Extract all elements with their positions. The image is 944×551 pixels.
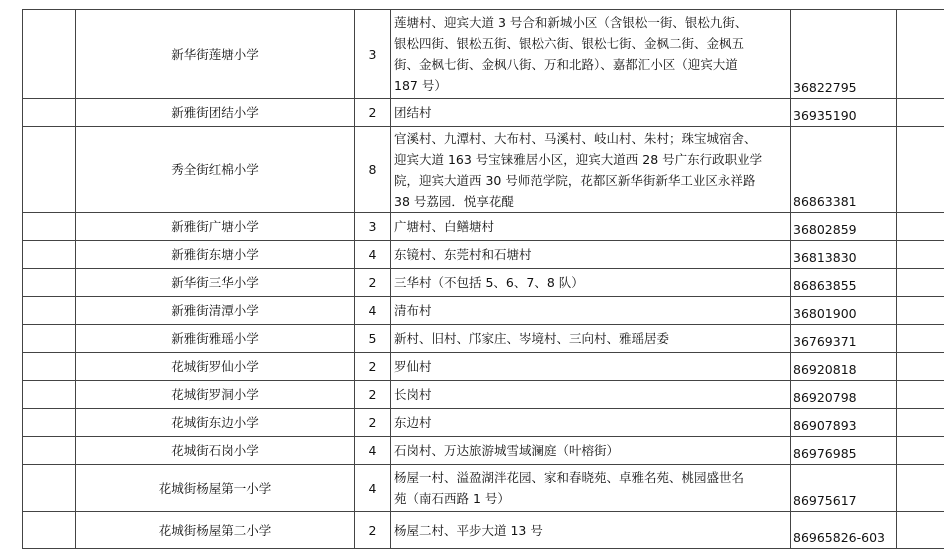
table-row (23, 10, 944, 99)
school-name-cell: 新雅街团结小学 (76, 99, 355, 127)
school-district-table (22, 9, 944, 549)
class-count-cell: 2 (355, 381, 391, 409)
phone-cell: 86965826-603 (791, 512, 897, 549)
note-cell (897, 512, 944, 549)
phone-cell: 86863855 (791, 269, 897, 297)
class-count-cell: 3 (355, 213, 391, 241)
enrollment-area-cell: 莲塘村、迎宾大道 3 号合和新城小区（含银松一街、银松九街、 银松四街、银松五街、银松六街、银松七街、金枫二街、金枫五 街、金枫七街、金枫八街、万和北路）、嘉都汇小区（迎宾大道 187 号） (391, 10, 791, 99)
table-row (23, 99, 944, 127)
class-count-cell: 8 (355, 127, 391, 213)
school-name-cell: 花城街罗洞小学 (76, 381, 355, 409)
school-name-cell: 新雅街雅瑶小学 (76, 325, 355, 353)
table-row (23, 297, 944, 325)
class-count-cell: 4 (355, 241, 391, 269)
class-count-cell: 2 (355, 409, 391, 437)
table-row (23, 353, 944, 381)
phone-cell: 86863381 (791, 127, 897, 213)
table-row (23, 437, 944, 465)
class-count-cell: 3 (355, 10, 391, 99)
school-name-cell: 花城街东边小学 (76, 409, 355, 437)
table-row (23, 465, 944, 512)
blank-cell (23, 10, 76, 99)
phone-cell: 86920818 (791, 353, 897, 381)
note-cell (897, 99, 944, 127)
phone-cell: 86920798 (791, 381, 897, 409)
table-row (23, 325, 944, 353)
phone-cell: 86975617 (791, 465, 897, 512)
class-count-cell: 2 (355, 99, 391, 127)
note-cell (897, 437, 944, 465)
class-count-cell: 4 (355, 437, 391, 465)
enrollment-area-cell: 石岗村、万达旅游城雪域澜庭（叶榕街） (391, 437, 791, 465)
phone-cell: 36813830 (791, 241, 897, 269)
note-cell (897, 297, 944, 325)
phone-cell: 36801900 (791, 297, 897, 325)
note-cell (897, 10, 944, 99)
note-cell (897, 409, 944, 437)
phone-cell: 36935190 (791, 99, 897, 127)
class-count-cell: 5 (355, 325, 391, 353)
table-row (23, 512, 944, 549)
class-count-cell: 2 (355, 269, 391, 297)
enrollment-area-cell: 东镜村、东莞村和石塘村 (391, 241, 791, 269)
table-body (23, 10, 944, 549)
blank-cell (23, 99, 76, 127)
table-row (23, 269, 944, 297)
enrollment-area-cell: 团结村 (391, 99, 791, 127)
school-name-cell: 花城街杨屋第一小学 (76, 465, 355, 512)
school-name-cell: 花城街杨屋第二小学 (76, 512, 355, 549)
blank-cell (23, 213, 76, 241)
note-cell (897, 465, 944, 512)
blank-cell (23, 381, 76, 409)
school-name-cell: 新华街莲塘小学 (76, 10, 355, 99)
blank-cell (23, 297, 76, 325)
school-name-cell: 新雅街清潭小学 (76, 297, 355, 325)
class-count-cell: 2 (355, 353, 391, 381)
school-name-cell: 新雅街东塘小学 (76, 241, 355, 269)
blank-cell (23, 127, 76, 213)
enrollment-area-cell: 长岗村 (391, 381, 791, 409)
enrollment-area-cell: 罗仙村 (391, 353, 791, 381)
enrollment-area-cell: 清布村 (391, 297, 791, 325)
class-count-cell: 4 (355, 465, 391, 512)
school-name-cell: 花城街罗仙小学 (76, 353, 355, 381)
note-cell (897, 325, 944, 353)
phone-cell: 86976985 (791, 437, 897, 465)
school-name-cell: 花城街石岗小学 (76, 437, 355, 465)
blank-cell (23, 353, 76, 381)
phone-cell: 36822795 (791, 10, 897, 99)
blank-cell (23, 465, 76, 512)
table-row (23, 127, 944, 213)
enrollment-area-cell: 官溪村、九潭村、大布村、马溪村、岐山村、朱村；珠宝城宿舍、 迎宾大道 163 号宝铼雅居小区，迎宾大道西 28 号广东行政职业学 院，迎宾大道西 30 号师范学院，花都区新华街新华工业区永祥路 38 号荔园．悦享花醍 (391, 127, 791, 213)
blank-cell (23, 269, 76, 297)
note-cell (897, 269, 944, 297)
enrollment-area-cell: 东边村 (391, 409, 791, 437)
phone-cell: 36802859 (791, 213, 897, 241)
blank-cell (23, 409, 76, 437)
table-row (23, 213, 944, 241)
school-name-cell: 秀全街红棉小学 (76, 127, 355, 213)
phone-cell: 36769371 (791, 325, 897, 353)
table-row (23, 241, 944, 269)
blank-cell (23, 325, 76, 353)
enrollment-area-cell: 新村、旧村、邝家庄、岑境村、三向村、雅瑶居委 (391, 325, 791, 353)
class-count-cell: 2 (355, 512, 391, 549)
enrollment-area-cell: 杨屋一村、溢盈湖泮花园、家和春晓苑、卓雅名苑、桃园盛世名 苑（南石西路 1 号） (391, 465, 791, 512)
enrollment-area-cell: 杨屋二村、平步大道 13 号 (391, 512, 791, 549)
blank-cell (23, 241, 76, 269)
note-cell (897, 241, 944, 269)
enrollment-area-cell: 三华村（不包括 5、6、7、8 队） (391, 269, 791, 297)
blank-cell (23, 512, 76, 549)
table-row (23, 409, 944, 437)
note-cell (897, 127, 944, 213)
phone-cell: 86907893 (791, 409, 897, 437)
school-name-cell: 新雅街广塘小学 (76, 213, 355, 241)
note-cell (897, 381, 944, 409)
note-cell (897, 213, 944, 241)
table-row (23, 381, 944, 409)
blank-cell (23, 437, 76, 465)
note-cell (897, 353, 944, 381)
school-name-cell: 新华街三华小学 (76, 269, 355, 297)
enrollment-area-cell: 广塘村、白鳝塘村 (391, 213, 791, 241)
class-count-cell: 4 (355, 297, 391, 325)
